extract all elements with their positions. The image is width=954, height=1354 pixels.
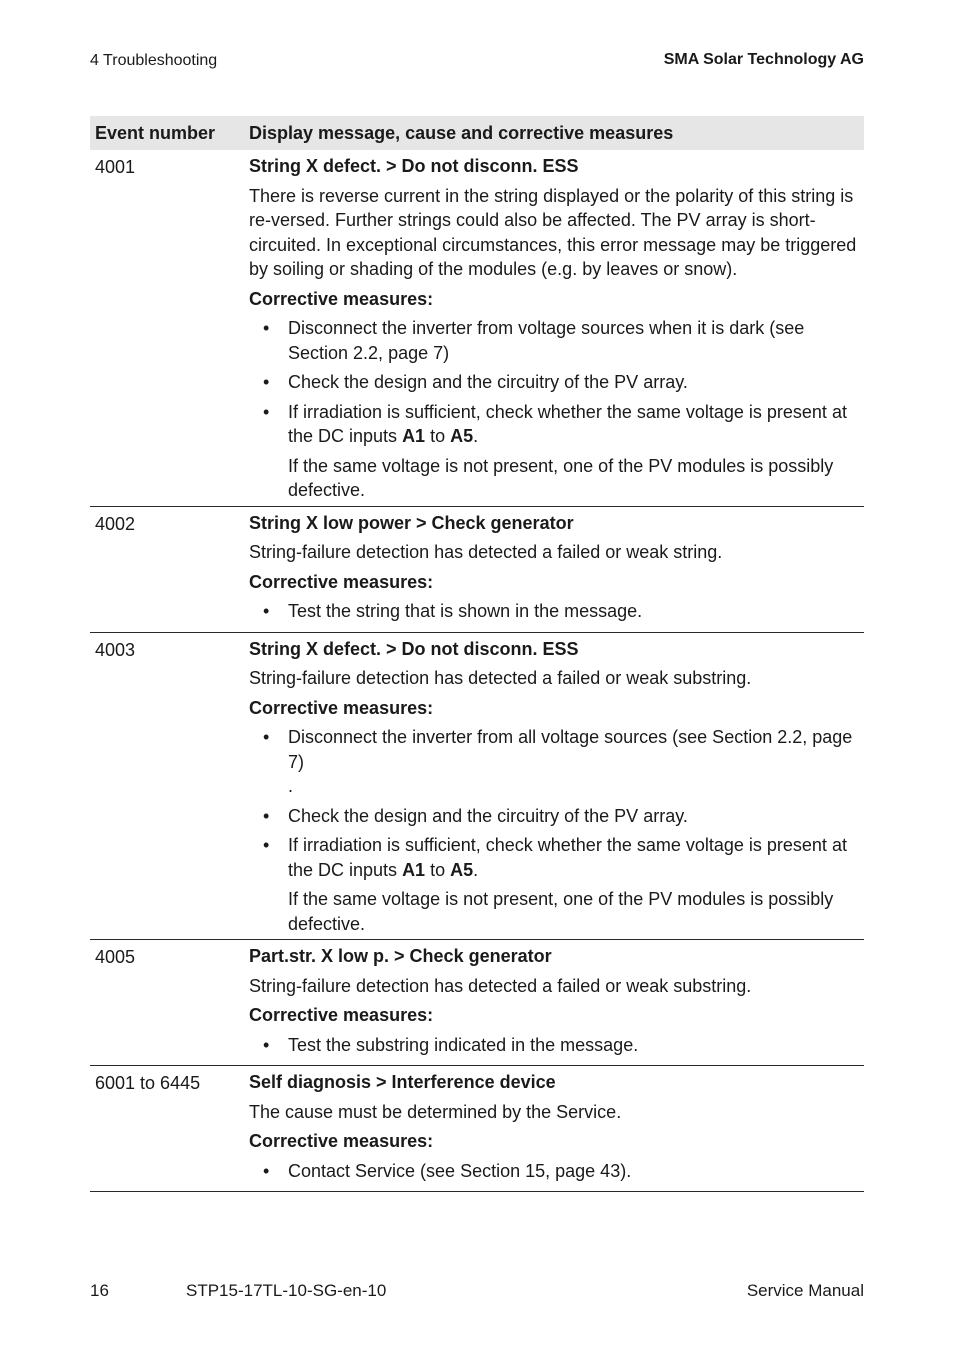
col-event-number: Event number bbox=[95, 123, 216, 143]
bullet-icon: • bbox=[263, 727, 270, 747]
event-cause: String-failure detection has detected a failed or weak substring. bbox=[249, 668, 752, 688]
measure-list bbox=[249, 1159, 860, 1184]
event-table bbox=[90, 116, 864, 1192]
event-cause: The cause must be determined by the Service. bbox=[249, 1101, 622, 1122]
event-number: 4002 bbox=[95, 513, 136, 534]
header-company: SMA Solar Technology AG bbox=[663, 51, 864, 68]
event-number: 4001 bbox=[95, 157, 136, 177]
measure-note: If the same voltage is not present, one of the PV modules is possibly defective. bbox=[288, 889, 834, 934]
corrective-measures-label: Corrective measures: bbox=[249, 1131, 434, 1151]
event-details bbox=[249, 154, 864, 503]
event-title: Self diagnosis > Interference device bbox=[249, 1072, 556, 1092]
event-title: String X low power > Check generator bbox=[249, 512, 574, 533]
bullet-icon: • bbox=[263, 835, 270, 855]
measure-list bbox=[249, 316, 860, 449]
table-header bbox=[90, 116, 864, 150]
bullet-icon: • bbox=[263, 1160, 270, 1181]
event-cause: String-failure detection has detected a failed or weak string. bbox=[249, 542, 723, 562]
event-details bbox=[249, 511, 864, 629]
page-number: 16 bbox=[90, 1281, 109, 1300]
document-id: STP15-17TL-10-SG-en-10 bbox=[186, 1281, 387, 1300]
table-row bbox=[90, 1066, 864, 1192]
list-item: • Test the substring indicated in the message. bbox=[249, 1033, 860, 1058]
corrective-measures-label: Corrective measures: bbox=[249, 697, 434, 718]
list-item: • Disconnect the inverter from all voltage sources (see Section 2.2, page 7) . bbox=[263, 727, 853, 796]
bullet-icon: • bbox=[263, 601, 270, 621]
table-row bbox=[90, 507, 864, 633]
event-details bbox=[249, 637, 864, 937]
list-item: • Check the design and the circuitry of the PV array. bbox=[249, 804, 860, 829]
bullet-icon: • bbox=[263, 805, 270, 826]
corrective-measures-label: Corrective measures: bbox=[249, 1005, 434, 1025]
event-title: String X defect. > Do not disconn. ESS bbox=[249, 156, 579, 176]
list-item: • Contact Service (see Section 15, page 43). bbox=[249, 1159, 860, 1184]
corrective-measures-label: Corrective measures: bbox=[249, 571, 434, 592]
event-details bbox=[249, 944, 864, 1062]
list-item: • Test the string that is shown in the message. bbox=[249, 599, 860, 624]
event-number: 4005 bbox=[95, 947, 136, 967]
measure-list bbox=[249, 725, 860, 882]
event-number: 4003 bbox=[95, 639, 136, 660]
bullet-icon: • bbox=[263, 318, 270, 338]
table-row bbox=[90, 150, 864, 507]
event-number: 6001 to 6445 bbox=[95, 1073, 201, 1093]
measure-list bbox=[249, 599, 860, 624]
bullet-icon: • bbox=[263, 1034, 270, 1055]
measure-list bbox=[249, 1033, 860, 1058]
col-display-message: Display message, cause and corrective measures bbox=[249, 122, 674, 143]
manual-title: Service Manual bbox=[746, 1281, 864, 1300]
table-row bbox=[90, 940, 864, 1066]
corrective-measures-label: Corrective measures: bbox=[249, 288, 434, 309]
bullet-icon: • bbox=[263, 401, 270, 422]
list-item: • If irradiation is sufficient, check whether the same voltage is present at the DC inputs A1 to A5. bbox=[263, 401, 847, 446]
event-title: String X defect. > Do not disconn. ESS bbox=[249, 638, 579, 659]
event-details bbox=[249, 1070, 864, 1188]
event-cause: There is reverse current in the string displayed or the polarity of this string is re-versed. Further strings could also be affected. The PV array is short-circuited. In exceptional circumstances, this error message may be triggered by soiling or shading of the modules (e.g. by leaves or snow). bbox=[249, 185, 857, 279]
event-title: Part.str. X low p. > Check generator bbox=[249, 946, 552, 966]
header-section: 4 Troubleshooting bbox=[90, 52, 218, 69]
list-item: • Disconnect the inverter from voltage sources when it is dark (see Section 2.2, page 7) bbox=[263, 318, 805, 363]
list-item: • Check the design and the circuitry of the PV array. bbox=[249, 370, 860, 395]
list-item: • If irradiation is sufficient, check whether the same voltage is present at the DC inputs A1 to A5. bbox=[263, 835, 847, 880]
bullet-icon: • bbox=[263, 372, 270, 392]
measure-note: If the same voltage is not present, one of the PV modules is possibly defective. bbox=[288, 455, 834, 500]
event-cause: String-failure detection has detected a failed or weak substring. bbox=[249, 975, 752, 996]
table-row bbox=[90, 633, 864, 941]
